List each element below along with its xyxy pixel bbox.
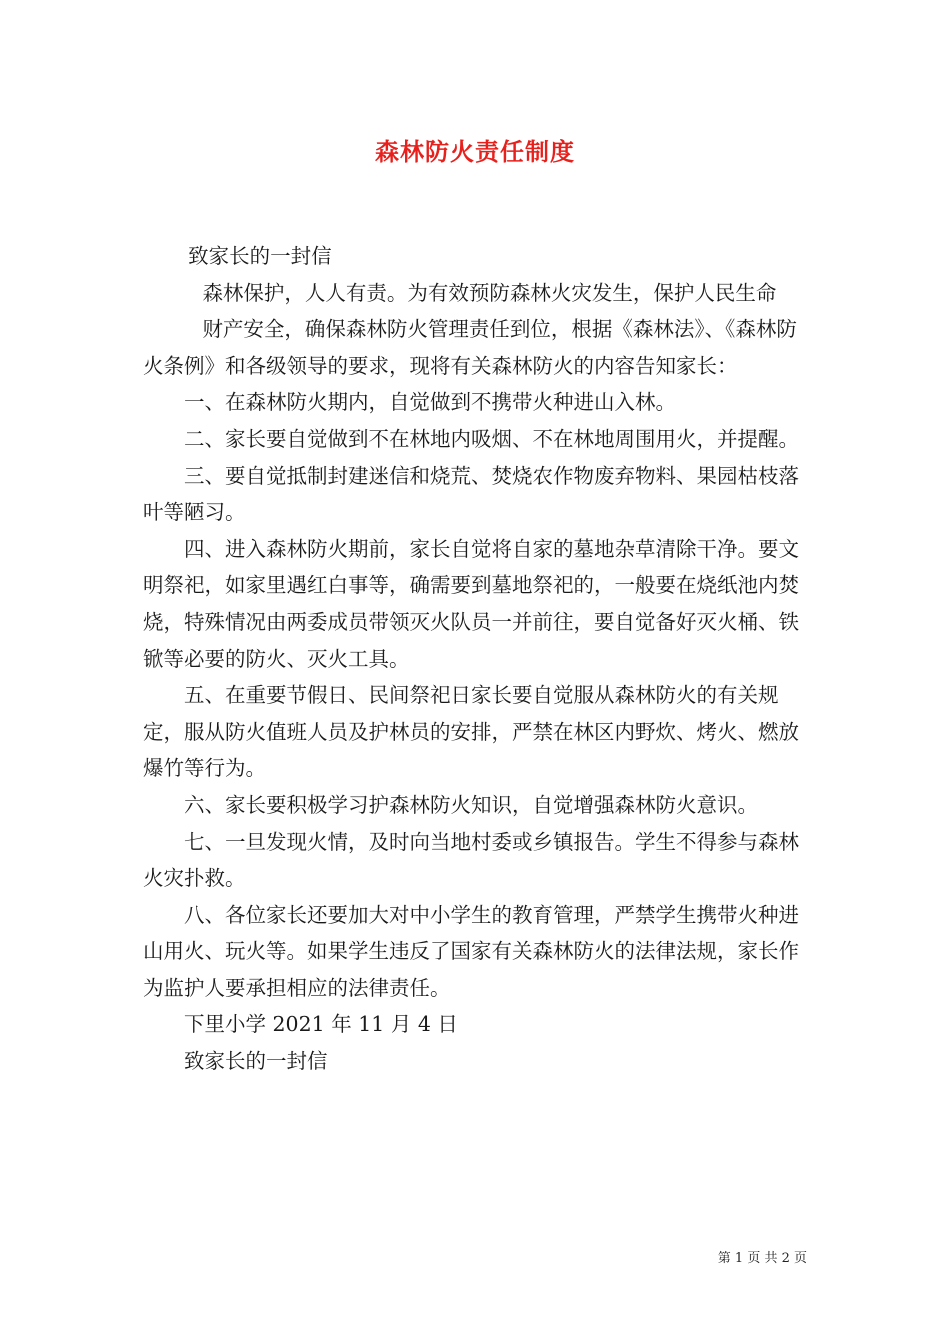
intro-paragraph: 森林保护，人人有责。为有效预防森林火灾发生，保护人民生命 — [202, 280, 777, 305]
closing-heading: 致家长的一封信 — [184, 1049, 328, 1074]
document-body — [143, 238, 811, 1080]
rule-4-paragraph: 四、进入森林防火期前，家长自觉将自家的墓地杂草清除干净。要文明祭祀，如家里遇红白事等，确需要到墓地祭祀的，一般要在烧纸池内焚烧，特殊情况由两委成员带领灭火队员一并前往，要自觉备好灭火桶、铁锨等必要的防火、灭火工具。 — [143, 536, 799, 671]
rule-2-paragraph: 二、家长要自觉做到不在林地内吸烟、不在林地周围用火，并提醒。 — [184, 426, 799, 451]
greeting-heading: 致家长的一封信 — [188, 244, 332, 268]
rule-8-paragraph: 八、各位家长还要加大对中小学生的教育管理，严禁学生携带火种进山用火、玩火等。如果学生违反了国家有关森林防火的法律法规，家长作为监护人要承担相应的法律责任。 — [143, 902, 799, 1000]
intro-continued-paragraph: 财产安全，确保森林防火管理责任到位，根据《森林法》、《森林防火条例》和各级领导的要求，现将有关森林防火的内容告知家长： — [143, 317, 797, 378]
rule-5-paragraph: 五、在重要节假日、民间祭祀日家长要自觉服从森林防火的有关规定，服从防火值班人员及护林员的安排，严禁在林区内野炊、烤火、燃放爆竹等行为。 — [143, 683, 799, 781]
rule-1-paragraph: 一、在森林防火期内，自觉做到不携带火种进山入林。 — [184, 390, 676, 415]
rule-6-paragraph: 六、家长要积极学习护森林防火知识，自觉增强森林防火意识。 — [184, 792, 758, 817]
signature-date: 下里小学 2021 年 11 月 4 日 — [184, 1012, 458, 1037]
rule-3-paragraph: 三、要自觉抵制封建迷信和烧荒、焚烧农作物废弃物料、果园枯枝落叶等陋习。 — [143, 463, 799, 525]
page-number-footer: 第 1 页 共 2 页 — [717, 1251, 807, 1266]
document-title: 森林防火责任制度 — [375, 137, 575, 166]
rule-7-paragraph: 七、一旦发现火情，及时向当地村委或乡镇报告。学生不得参与森林火灾扑救。 — [143, 829, 799, 891]
